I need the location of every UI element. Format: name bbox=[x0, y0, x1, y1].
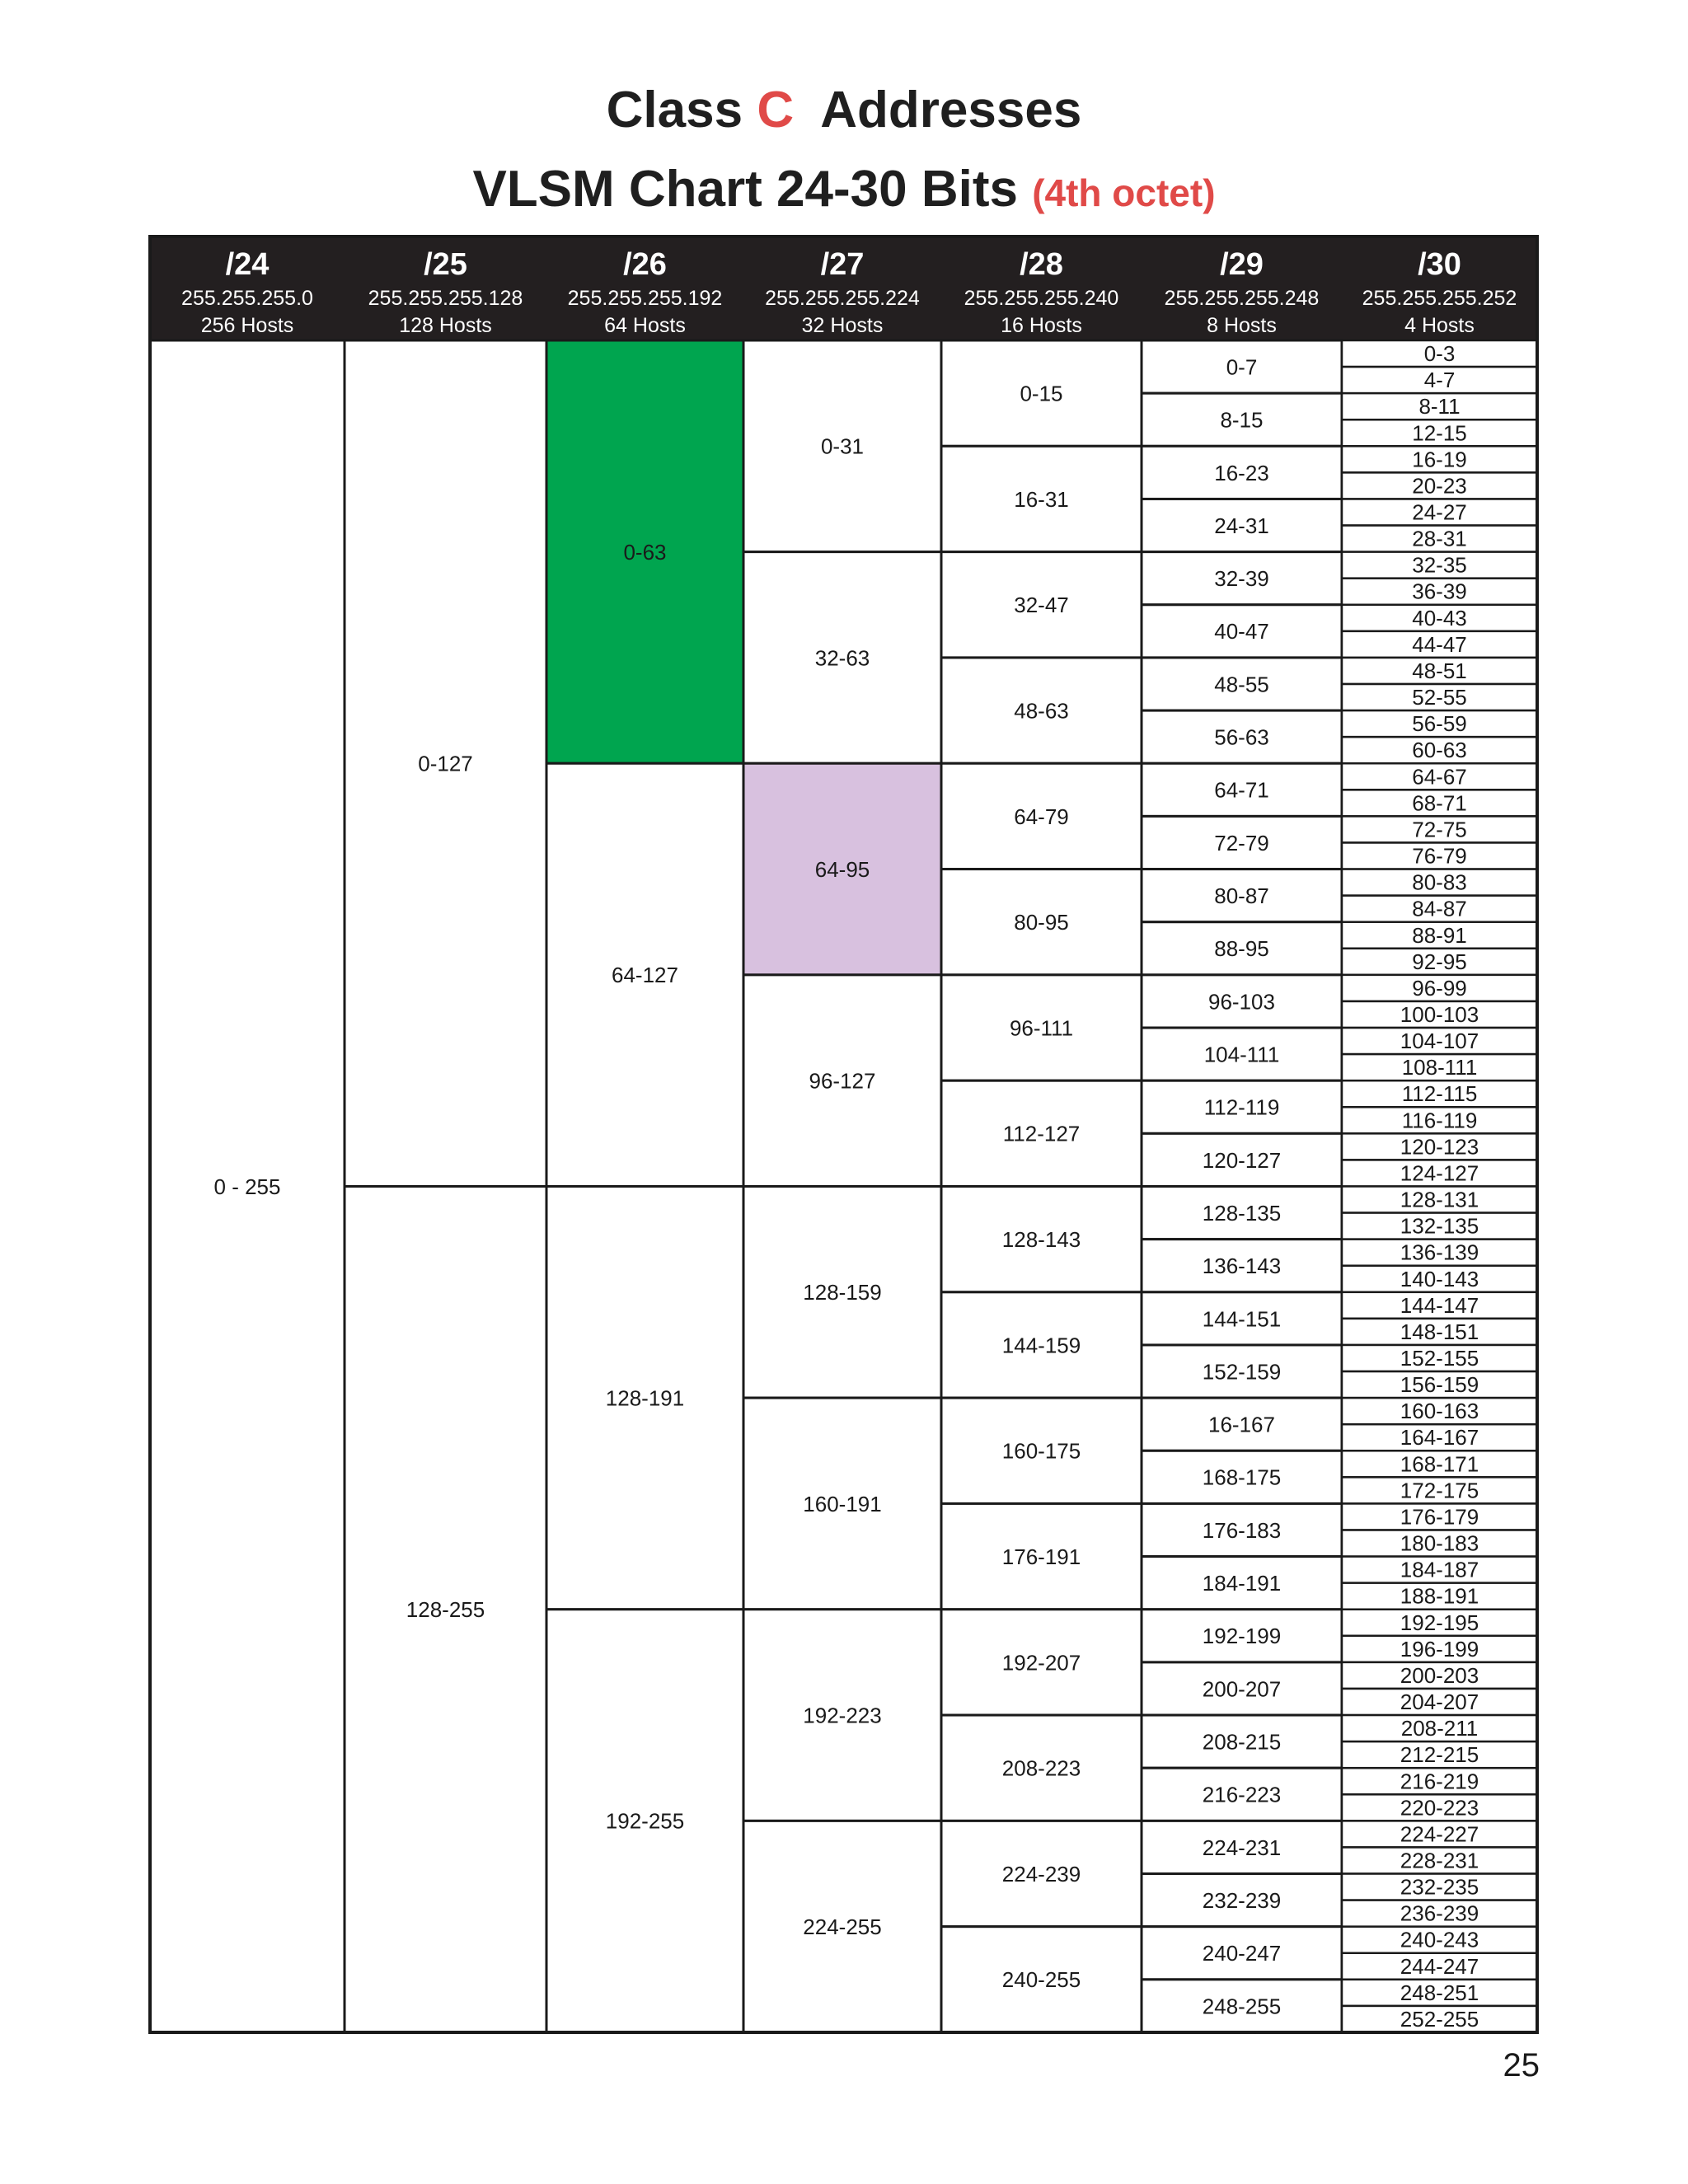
range-label: 16-31 bbox=[1014, 486, 1069, 512]
title-text-addresses: Addresses bbox=[794, 82, 1082, 138]
range-label: 20-23 bbox=[1412, 473, 1467, 499]
range-label: 72-79 bbox=[1214, 830, 1269, 855]
range-label: 232-239 bbox=[1202, 1887, 1282, 1913]
range-label: 252-255 bbox=[1400, 2006, 1479, 2032]
range-label: 96-127 bbox=[809, 1068, 876, 1094]
range-label: 16-19 bbox=[1412, 447, 1467, 472]
range-label: 128-143 bbox=[1001, 1227, 1081, 1253]
range-label: 32-39 bbox=[1214, 566, 1269, 592]
range-label: 64-127 bbox=[612, 963, 678, 988]
range-label: 156-159 bbox=[1400, 1372, 1479, 1398]
range-label: 224-231 bbox=[1202, 1835, 1282, 1860]
range-label: 28-31 bbox=[1412, 526, 1467, 551]
column-mask-header: 255.255.255.240 bbox=[964, 287, 1119, 310]
range-label: 120-127 bbox=[1202, 1147, 1282, 1173]
column-hosts-header: 16 Hosts bbox=[1001, 314, 1082, 337]
range-label: 104-107 bbox=[1400, 1029, 1479, 1054]
range-label: 4-7 bbox=[1423, 368, 1456, 393]
column-hosts-header: 4 Hosts bbox=[1404, 314, 1475, 337]
range-label: 168-175 bbox=[1202, 1465, 1282, 1490]
range-label: 24-31 bbox=[1214, 513, 1269, 538]
range-label: 88-95 bbox=[1214, 936, 1269, 962]
column-hosts-header: 256 Hosts bbox=[200, 314, 294, 337]
range-label: 208-223 bbox=[1001, 1755, 1081, 1781]
range-label: 196-199 bbox=[1400, 1636, 1479, 1661]
range-label: 136-143 bbox=[1202, 1254, 1282, 1279]
range-label: 240-255 bbox=[1001, 1967, 1081, 1993]
title-text-class: Class bbox=[606, 82, 757, 138]
range-label: 84-87 bbox=[1412, 896, 1467, 921]
range-label: 60-63 bbox=[1412, 738, 1467, 763]
column-mask-header: 255.255.255.252 bbox=[1362, 287, 1517, 310]
range-label: 0-3 bbox=[1423, 341, 1456, 367]
range-label: 240-243 bbox=[1400, 1927, 1479, 1952]
range-label: 56-63 bbox=[1214, 724, 1269, 750]
range-label: 0-127 bbox=[418, 751, 473, 776]
range-label: 92-95 bbox=[1412, 949, 1467, 974]
range-label: 180-183 bbox=[1400, 1530, 1479, 1556]
range-label: 32-63 bbox=[814, 645, 870, 671]
range-label: 248-255 bbox=[1202, 1994, 1282, 2019]
column-hosts-header: 8 Hosts bbox=[1207, 314, 1277, 337]
range-label: 0-31 bbox=[820, 434, 865, 459]
range-label: 132-135 bbox=[1400, 1213, 1479, 1239]
range-label: 128-159 bbox=[803, 1280, 882, 1305]
range-label: 48-51 bbox=[1412, 658, 1467, 683]
range-label: 176-179 bbox=[1400, 1504, 1479, 1530]
range-label: 52-55 bbox=[1412, 685, 1467, 710]
range-label: 184-187 bbox=[1400, 1557, 1479, 1582]
range-label: 212-215 bbox=[1400, 1742, 1479, 1768]
range-label: 8-11 bbox=[1418, 394, 1461, 419]
range-label: 220-223 bbox=[1400, 1795, 1479, 1821]
subtitle-accent: (4th octet) bbox=[1032, 171, 1216, 214]
range-label: 76-79 bbox=[1412, 843, 1467, 869]
range-label: 176-191 bbox=[1001, 1544, 1081, 1569]
range-label: 112-115 bbox=[1401, 1081, 1478, 1107]
column-prefix-header: /24 bbox=[225, 247, 270, 282]
range-label: 152-155 bbox=[1400, 1346, 1479, 1371]
range-label: 96-111 bbox=[1009, 1015, 1074, 1041]
column-mask-header: 255.255.255.128 bbox=[368, 287, 523, 310]
range-label: 172-175 bbox=[1400, 1478, 1479, 1503]
range-label: 44-47 bbox=[1412, 631, 1467, 657]
range-label: 144-159 bbox=[1001, 1333, 1081, 1358]
range-label: 168-171 bbox=[1400, 1451, 1479, 1477]
range-label: 248-251 bbox=[1400, 1980, 1479, 2005]
range-label: 48-63 bbox=[1014, 698, 1069, 724]
range-label: 108-111 bbox=[1401, 1055, 1478, 1080]
range-label: 192-207 bbox=[1001, 1650, 1081, 1675]
range-label: 80-83 bbox=[1412, 869, 1467, 895]
range-label: 0-15 bbox=[1020, 381, 1063, 406]
column-prefix-header: /28 bbox=[1020, 247, 1063, 282]
range-label: 68-71 bbox=[1412, 790, 1467, 816]
range-label: 244-247 bbox=[1400, 1953, 1479, 1979]
range-label: 160-163 bbox=[1400, 1399, 1479, 1424]
range-label: 160-175 bbox=[1001, 1438, 1081, 1464]
range-label: 204-207 bbox=[1400, 1690, 1479, 1715]
range-label: 128-191 bbox=[605, 1385, 685, 1411]
range-label: 228-231 bbox=[1400, 1848, 1479, 1873]
range-label: 0 - 255 bbox=[213, 1174, 281, 1199]
range-label: 64-95 bbox=[814, 856, 870, 882]
range-label: 192-195 bbox=[1400, 1610, 1479, 1635]
column-hosts-header: 128 Hosts bbox=[399, 314, 492, 337]
range-label: 0-7 bbox=[1226, 354, 1258, 380]
range-label: 240-247 bbox=[1202, 1941, 1282, 1966]
range-label: 104-111 bbox=[1203, 1042, 1280, 1067]
range-label: 16-23 bbox=[1214, 460, 1269, 485]
range-label: 8-15 bbox=[1220, 407, 1264, 433]
range-label: 152-159 bbox=[1202, 1359, 1282, 1385]
range-label: 144-151 bbox=[1202, 1306, 1282, 1332]
range-label: 192-223 bbox=[803, 1703, 882, 1728]
page-number: 25 bbox=[1503, 2047, 1540, 2083]
range-label: 112-127 bbox=[1002, 1121, 1081, 1146]
range-label: 224-227 bbox=[1400, 1821, 1479, 1847]
range-label: 208-215 bbox=[1202, 1729, 1282, 1755]
range-label: 176-183 bbox=[1202, 1517, 1282, 1543]
range-label: 72-75 bbox=[1412, 817, 1467, 842]
range-label: 32-35 bbox=[1412, 552, 1467, 578]
column-mask-header: 255.255.255.224 bbox=[765, 287, 920, 310]
range-label: 144-147 bbox=[1400, 1292, 1479, 1318]
range-label: 184-191 bbox=[1202, 1571, 1282, 1596]
range-label: 80-87 bbox=[1214, 883, 1269, 909]
range-label: 236-239 bbox=[1400, 1900, 1479, 1926]
range-label: 36-39 bbox=[1412, 579, 1467, 604]
range-label: 24-27 bbox=[1412, 499, 1467, 525]
range-label: 140-143 bbox=[1400, 1266, 1479, 1291]
range-label: 136-139 bbox=[1400, 1240, 1479, 1265]
column-hosts-header: 64 Hosts bbox=[604, 314, 686, 337]
range-label: 192-255 bbox=[605, 1808, 685, 1834]
column-mask-header: 255.255.255.248 bbox=[1164, 287, 1320, 310]
range-label: 16-167 bbox=[1208, 1412, 1275, 1437]
range-label: 12-15 bbox=[1412, 420, 1467, 446]
range-label: 100-103 bbox=[1400, 1001, 1479, 1027]
column-prefix-header: /27 bbox=[820, 247, 865, 282]
range-label: 160-191 bbox=[803, 1491, 882, 1516]
title-accent-c: C bbox=[757, 82, 795, 138]
range-label: 128-135 bbox=[1202, 1200, 1282, 1226]
range-label: 208-211 bbox=[1400, 1716, 1479, 1741]
range-label: 64-71 bbox=[1214, 777, 1269, 803]
range-label: 116-119 bbox=[1401, 1108, 1478, 1133]
range-label: 48-55 bbox=[1214, 672, 1269, 697]
subtitle-main: VLSM Chart 24-30 Bits bbox=[472, 161, 1018, 218]
range-label: 128-255 bbox=[406, 1597, 485, 1623]
range-label: 40-47 bbox=[1214, 619, 1269, 644]
range-label: 96-103 bbox=[1208, 989, 1275, 1015]
range-label: 0-63 bbox=[623, 539, 667, 565]
range-label: 232-235 bbox=[1400, 1874, 1479, 1900]
range-label: 124-127 bbox=[1400, 1160, 1479, 1186]
range-label: 120-123 bbox=[1400, 1134, 1479, 1160]
range-label: 40-43 bbox=[1412, 605, 1467, 630]
range-label: 200-207 bbox=[1202, 1676, 1282, 1702]
column-prefix-header: /30 bbox=[1418, 247, 1461, 282]
column-prefix-header: /26 bbox=[623, 247, 667, 282]
column-prefix-header: /29 bbox=[1220, 247, 1264, 282]
range-label: 200-203 bbox=[1400, 1662, 1479, 1688]
range-label: 80-95 bbox=[1014, 910, 1069, 935]
range-label: 192-199 bbox=[1202, 1624, 1282, 1649]
column-mask-header: 255.255.255.192 bbox=[567, 287, 723, 310]
range-label: 32-47 bbox=[1014, 593, 1069, 618]
column-mask-header: 255.255.255.0 bbox=[181, 287, 313, 310]
range-label: 224-239 bbox=[1001, 1861, 1081, 1886]
range-label: 128-131 bbox=[1400, 1187, 1479, 1212]
range-label: 188-191 bbox=[1400, 1583, 1479, 1609]
column-hosts-header: 32 Hosts bbox=[801, 314, 884, 337]
range-label: 112-119 bbox=[1203, 1094, 1280, 1120]
range-label: 64-79 bbox=[1014, 804, 1069, 829]
range-label: 216-219 bbox=[1400, 1769, 1479, 1794]
range-label: 88-91 bbox=[1412, 922, 1467, 948]
range-label: 148-151 bbox=[1400, 1319, 1479, 1344]
range-label: 96-99 bbox=[1412, 975, 1467, 1001]
range-label: 224-255 bbox=[803, 1915, 882, 1940]
range-label: 216-223 bbox=[1202, 1782, 1282, 1807]
column-prefix-header: /25 bbox=[424, 247, 467, 282]
range-label: 64-67 bbox=[1412, 764, 1467, 790]
range-label: 56-59 bbox=[1412, 711, 1467, 737]
range-label: 164-167 bbox=[1400, 1425, 1479, 1451]
